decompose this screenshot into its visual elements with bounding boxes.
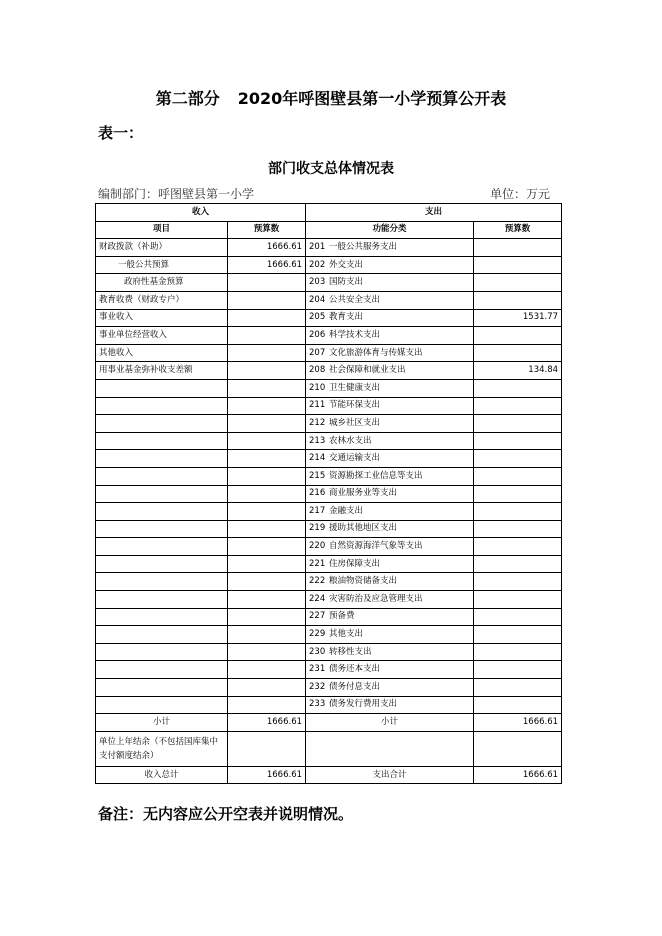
table-row — [96, 608, 562, 626]
expense-item — [306, 467, 474, 485]
expense-value — [474, 485, 562, 503]
table-row — [96, 432, 562, 450]
expense-value: 134.84 — [474, 362, 562, 380]
income-item: 教育收费（财政专户） — [96, 291, 228, 309]
function-code: 204 — [309, 294, 326, 305]
expense-item — [306, 239, 474, 257]
subtotal-row-expense-value: 1666.61 — [474, 714, 562, 732]
function-label: 金融支出 — [329, 505, 364, 516]
table-row — [96, 450, 562, 468]
table-row — [96, 415, 562, 433]
expense-item — [306, 608, 474, 626]
function-code: 216 — [309, 488, 326, 499]
table-row — [96, 591, 562, 609]
income-item — [96, 397, 228, 415]
table-row — [96, 643, 562, 661]
expense-item — [306, 362, 474, 380]
function-code: 231 — [309, 664, 326, 675]
table-row — [96, 467, 562, 485]
function-code: 224 — [309, 593, 326, 604]
expense-value — [474, 573, 562, 591]
income-value — [228, 679, 306, 697]
function-label: 文化旅游体育与传媒支出 — [329, 347, 423, 358]
income-item — [96, 643, 228, 661]
expense-value — [474, 520, 562, 538]
income-item — [96, 608, 228, 626]
income-item — [96, 538, 228, 556]
function-label: 农林水支出 — [329, 435, 372, 446]
function-code: 233 — [309, 699, 326, 710]
expense-item — [306, 344, 474, 362]
footnote: 备注：无内容应公开空表并说明情况。 — [98, 805, 354, 823]
income-value — [228, 520, 306, 538]
expense-value — [474, 239, 562, 257]
income-item — [96, 661, 228, 679]
income-item — [96, 626, 228, 644]
table-row — [96, 520, 562, 538]
expense-item — [306, 256, 474, 274]
income-item — [96, 679, 228, 697]
income-value — [228, 379, 306, 397]
table-row — [96, 626, 562, 644]
function-label: 国防支出 — [329, 277, 364, 288]
expense-value — [474, 415, 562, 433]
carryover-row-income-label: 单位上年结余（不包括国库集中支付额度结余） — [96, 731, 228, 766]
total-row — [96, 766, 562, 784]
function-code: 222 — [309, 576, 326, 587]
table-row — [96, 327, 562, 345]
carryover-row-income-value — [228, 731, 306, 766]
expense-item — [306, 415, 474, 433]
expense-value — [474, 591, 562, 609]
income-header: 收入 — [96, 204, 306, 222]
income-item — [96, 467, 228, 485]
subtotal-row — [96, 714, 562, 732]
expense-item — [306, 520, 474, 538]
function-label: 援助其他地区支出 — [329, 523, 398, 534]
income-value — [228, 309, 306, 327]
income-value: 1666.61 — [228, 256, 306, 274]
function-label: 预备费 — [329, 611, 355, 622]
table-row — [96, 362, 562, 380]
income-item — [96, 696, 228, 714]
income-value — [228, 327, 306, 345]
expense-item — [306, 503, 474, 521]
expense-item — [306, 432, 474, 450]
income-value — [228, 415, 306, 433]
expense-item — [306, 274, 474, 292]
total-row-expense-value: 1666.61 — [474, 766, 562, 784]
function-label: 其他支出 — [329, 629, 364, 640]
income-item: 事业收入 — [96, 309, 228, 327]
function-code: 219 — [309, 523, 326, 534]
table-row — [96, 291, 562, 309]
expense-value — [474, 643, 562, 661]
expense-header: 支出 — [306, 204, 562, 222]
income-item: 一般公共预算 — [96, 256, 228, 274]
income-value — [228, 291, 306, 309]
function-label: 卫生健康支出 — [329, 382, 381, 393]
expense-item — [306, 450, 474, 468]
income-item — [96, 591, 228, 609]
expense-item — [306, 679, 474, 697]
function-label: 公共安全支出 — [329, 294, 381, 305]
carryover-row-expense-value — [474, 731, 562, 766]
expense-value — [474, 274, 562, 292]
table-row — [96, 256, 562, 274]
expense-value — [474, 467, 562, 485]
function-label: 债务还本支出 — [329, 664, 381, 675]
income-value — [228, 362, 306, 380]
expense-item — [306, 573, 474, 591]
expense-item — [306, 327, 474, 345]
function-code: 212 — [309, 417, 326, 428]
function-code: 210 — [309, 382, 326, 393]
function-code: 202 — [309, 259, 326, 270]
table-title: 部门收支总体情况表 — [268, 161, 394, 177]
expense-value — [474, 291, 562, 309]
function-code: 208 — [309, 365, 326, 376]
income-item — [96, 503, 228, 521]
income-value — [228, 591, 306, 609]
table-row — [96, 274, 562, 292]
function-code: 232 — [309, 681, 326, 692]
carryover-row-expense-label — [306, 731, 474, 766]
function-label: 科学技术支出 — [329, 329, 381, 340]
function-label: 城乡社区支出 — [329, 417, 381, 428]
income-value — [228, 344, 306, 362]
expense-item — [306, 661, 474, 679]
income-item — [96, 573, 228, 591]
expense-item — [306, 626, 474, 644]
function-label: 债务发行费用支出 — [329, 699, 398, 710]
income-value — [228, 467, 306, 485]
expense-value — [474, 397, 562, 415]
expense-value — [474, 661, 562, 679]
function-label: 债务付息支出 — [329, 681, 381, 692]
function-code: 215 — [309, 470, 326, 481]
function-label: 交通运输支出 — [329, 453, 381, 464]
income-value — [228, 573, 306, 591]
function-code: 217 — [309, 505, 326, 516]
expense-value — [474, 256, 562, 274]
category-header: 功能分类 — [306, 221, 474, 239]
expense-item — [306, 643, 474, 661]
budget-header-expense: 预算数 — [474, 221, 562, 239]
expense-value — [474, 696, 562, 714]
expense-item — [306, 379, 474, 397]
expense-value — [474, 679, 562, 697]
income-value — [228, 503, 306, 521]
function-label: 住房保障支出 — [329, 558, 381, 569]
income-value — [228, 432, 306, 450]
function-code: 227 — [309, 611, 326, 622]
income-item: 政府性基金预算 — [96, 274, 228, 292]
table-row — [96, 555, 562, 573]
function-label: 自然资源海洋气象等支出 — [329, 541, 423, 552]
compiling-department: 编制部门：呼图壁县第一小学 — [98, 187, 255, 201]
section-label: 表一： — [98, 124, 144, 142]
income-item — [96, 432, 228, 450]
expense-value — [474, 555, 562, 573]
income-value — [228, 450, 306, 468]
expense-value — [474, 626, 562, 644]
function-code: 221 — [309, 558, 326, 569]
budget-table — [95, 203, 562, 784]
income-value — [228, 696, 306, 714]
expense-item — [306, 555, 474, 573]
income-item: 财政拨款（补助） — [96, 239, 228, 257]
expense-value — [474, 432, 562, 450]
table-subheader-row — [96, 221, 562, 239]
income-item — [96, 450, 228, 468]
income-value — [228, 661, 306, 679]
income-item — [96, 555, 228, 573]
expense-item — [306, 485, 474, 503]
function-label: 一般公共服务支出 — [329, 241, 398, 252]
function-label: 商业服务业等支出 — [329, 488, 398, 499]
expense-item — [306, 538, 474, 556]
page-title — [0, 86, 662, 109]
expense-value: 1531.77 — [474, 309, 562, 327]
table-row — [96, 397, 562, 415]
function-code: 211 — [309, 400, 326, 411]
function-label: 资源勘探工业信息等支出 — [329, 470, 423, 481]
table-row — [96, 573, 562, 591]
function-label: 转移性支出 — [329, 646, 372, 657]
table-row — [96, 661, 562, 679]
subtotal-row-expense-label: 小计 — [306, 714, 474, 732]
expense-item — [306, 591, 474, 609]
function-code: 230 — [309, 646, 326, 657]
income-item — [96, 485, 228, 503]
income-value — [228, 485, 306, 503]
income-item — [96, 415, 228, 433]
income-value: 1666.61 — [228, 239, 306, 257]
expense-value — [474, 450, 562, 468]
expense-item — [306, 397, 474, 415]
expense-value — [474, 503, 562, 521]
function-code: 213 — [309, 435, 326, 446]
budget-header: 预算数 — [228, 221, 306, 239]
income-value — [228, 538, 306, 556]
function-code: 206 — [309, 329, 326, 340]
carryover-row — [96, 731, 562, 766]
expense-value — [474, 344, 562, 362]
income-value — [228, 626, 306, 644]
function-label: 粮油物资储备支出 — [329, 576, 398, 587]
function-code: 205 — [309, 312, 326, 323]
income-value — [228, 608, 306, 626]
table-row — [96, 379, 562, 397]
expense-item — [306, 309, 474, 327]
function-label: 节能环保支出 — [329, 400, 381, 411]
income-value — [228, 397, 306, 415]
expense-value — [474, 608, 562, 626]
table-row — [96, 538, 562, 556]
function-code: 220 — [309, 541, 326, 552]
page-title-text: 2020年呼图壁县第一小学预算公开表 — [237, 89, 507, 108]
table-row — [96, 344, 562, 362]
table-row — [96, 679, 562, 697]
table-row — [96, 485, 562, 503]
expense-value — [474, 538, 562, 556]
function-code: 214 — [309, 453, 326, 464]
function-label: 教育支出 — [329, 312, 364, 323]
function-code: 203 — [309, 277, 326, 288]
total-row-expense-label: 支出合计 — [306, 766, 474, 784]
function-label: 灾害防治及应急管理支出 — [329, 593, 423, 604]
table-row — [96, 239, 562, 257]
income-value — [228, 555, 306, 573]
table-row — [96, 503, 562, 521]
income-value — [228, 643, 306, 661]
expense-item — [306, 291, 474, 309]
function-label: 外交支出 — [329, 259, 364, 270]
table-header-row — [96, 204, 562, 222]
expense-item — [306, 696, 474, 714]
income-item: 其他收入 — [96, 344, 228, 362]
table-row — [96, 309, 562, 327]
item-header: 项目 — [96, 221, 228, 239]
function-label: 社会保障和就业支出 — [329, 365, 406, 376]
function-code: 201 — [309, 241, 326, 252]
income-value — [228, 274, 306, 292]
page-part: 第二部分 — [155, 89, 220, 108]
income-item: 事业单位经营收入 — [96, 327, 228, 345]
function-code: 229 — [309, 629, 326, 640]
unit-label: 单位：万元 — [489, 187, 550, 201]
subtotal-row-income-label: 小计 — [96, 714, 228, 732]
function-code: 207 — [309, 347, 326, 358]
expense-value — [474, 379, 562, 397]
expense-value — [474, 327, 562, 345]
total-row-income-value: 1666.61 — [228, 766, 306, 784]
total-row-income-label: 收入总计 — [96, 766, 228, 784]
subtotal-row-income-value: 1666.61 — [228, 714, 306, 732]
income-item — [96, 520, 228, 538]
income-item — [96, 379, 228, 397]
income-item: 用事业基金弥补收支差额 — [96, 362, 228, 380]
table-row — [96, 696, 562, 714]
